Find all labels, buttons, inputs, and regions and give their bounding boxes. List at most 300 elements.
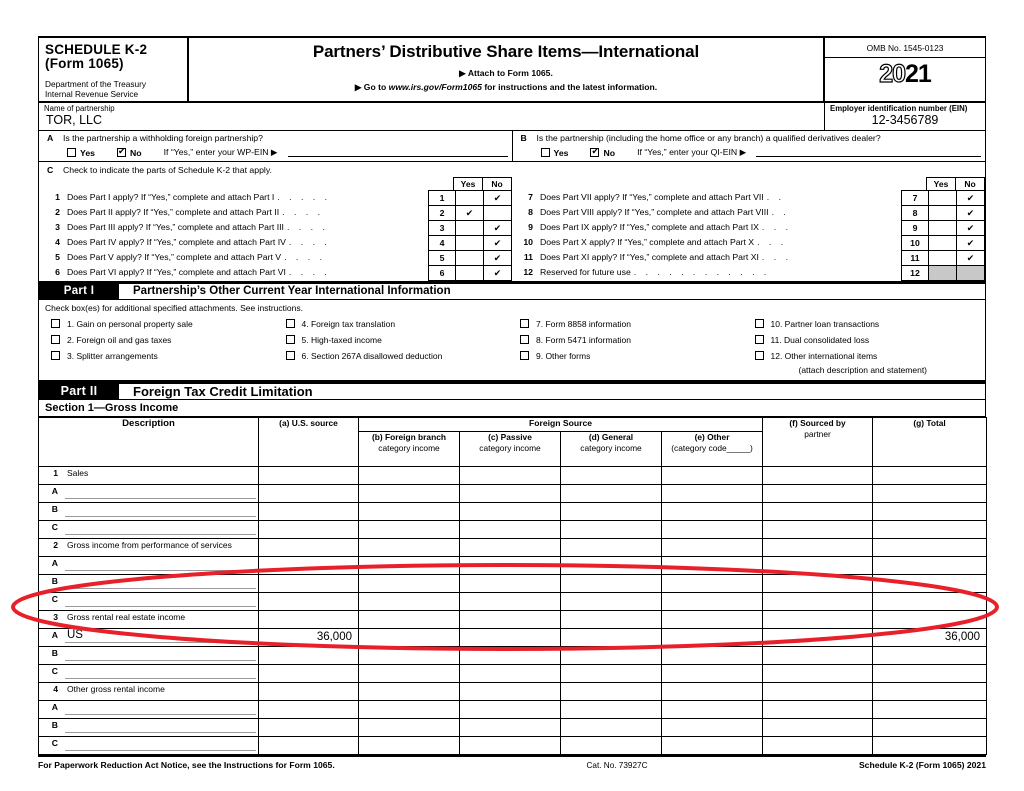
cell-c[interactable] [460,665,561,683]
cell-e[interactable] [662,503,763,521]
cell-description[interactable] [39,737,259,755]
question-c-row-index: 6 [428,265,456,281]
part-1-column-3 [512,316,747,376]
cell-a[interactable] [259,701,359,719]
part-1-checkbox-item[interactable] [278,332,513,348]
part-1-checkbox[interactable] [286,335,295,344]
cell-description[interactable] [39,521,259,539]
cell-d[interactable] [561,611,662,629]
cell-d[interactable] [561,503,662,521]
cell-f[interactable] [763,719,873,737]
cell-g[interactable] [873,611,987,629]
question-c-row [39,250,512,265]
cell-description[interactable] [39,557,259,575]
question-b-text-row [517,133,982,144]
part-1-checkbox-item[interactable] [278,316,513,332]
cell-b[interactable] [359,485,460,503]
check-icon: ✔ [493,238,502,249]
gross-income-table [38,417,987,755]
question-c-row [39,205,512,220]
question-c-row-text: Does Part I apply? If “Yes,” complete and attach Part I . . . . . [67,192,331,203]
cell-c[interactable] [460,521,561,539]
row-description: Gross rental real estate income [67,612,186,623]
cell-e[interactable] [662,467,763,485]
cell-d[interactable] [561,629,662,647]
leader-dots: . . . . . . . . . . . . [633,267,770,278]
cell-description[interactable] [39,593,259,611]
row-description-input[interactable] [65,719,256,733]
part-1-checkbox[interactable] [520,319,529,328]
cell-e[interactable] [662,629,763,647]
cell-d[interactable] [561,665,662,683]
cell-a[interactable] [259,629,359,647]
cell-d[interactable] [561,737,662,755]
cell-g[interactable] [873,737,987,755]
row-description-input[interactable] [65,557,256,571]
cell-d[interactable] [561,683,662,701]
col-header-g-label: (g) Total [913,418,946,429]
row-description-input[interactable] [65,593,256,607]
check-icon: ✔ [966,238,975,249]
question-b-no-checkbox[interactable] [590,148,599,157]
cell-c[interactable] [460,593,561,611]
part-1-checkbox[interactable] [520,335,529,344]
part-1-checkbox-label: 1. Gain on personal property sale [67,319,193,330]
partnership-name-label: Name of partnership [44,104,115,114]
cell-description[interactable] [39,611,259,629]
cell-d[interactable] [561,701,662,719]
row-letter: B [51,648,58,659]
cell-description[interactable] [39,719,259,737]
table-row [39,719,987,737]
cell-g[interactable] [873,557,987,575]
row-description-input[interactable] [65,629,256,643]
col-header-b-sub: category income [378,442,440,453]
question-a-yes-checkbox[interactable] [67,148,76,157]
question-c-row-number: 7 [528,192,533,203]
question-c-yes-cell[interactable] [929,235,957,250]
question-c-yes-cell[interactable] [456,220,484,235]
question-a-letter: A [47,133,54,144]
col-header-g [873,418,987,467]
question-c-no-cell[interactable] [484,235,512,250]
part-1-checkbox-label: 2. Foreign oil and gas taxes [67,335,172,346]
yes-header-left: Yes [453,177,482,190]
cell-a[interactable] [259,467,359,485]
cell-e[interactable] [662,647,763,665]
row-desc-wrap [39,539,258,556]
question-c-yes-cell[interactable] [929,190,957,205]
col-header-e-label: (e) Other [694,432,730,443]
cell-g[interactable] [873,665,987,683]
question-c-row-number: 9 [528,222,533,233]
part-1-checkbox[interactable] [755,319,764,328]
cell-g[interactable] [873,683,987,701]
cell-c[interactable] [460,737,561,755]
cell-a[interactable] [259,557,359,575]
cell-f[interactable] [763,557,873,575]
tax-year-century: 20 [879,60,905,88]
row-desc-wrap [39,593,258,610]
yes-header-right: Yes [926,177,955,190]
part-1-checkbox-item[interactable] [747,332,982,348]
cell-b[interactable] [359,719,460,737]
cell-b[interactable] [359,611,460,629]
part-1-checkbox[interactable] [286,319,295,328]
cell-f[interactable] [763,575,873,593]
row-description-input[interactable] [65,737,256,751]
cell-f[interactable] [763,647,873,665]
cell-g[interactable] [873,719,987,737]
cell-description[interactable] [39,647,259,665]
cell-b[interactable] [359,665,460,683]
gross-income-table-head [39,418,987,467]
table-row [39,647,987,665]
cell-g[interactable] [873,575,987,593]
question-c-row-number: 4 [55,237,60,248]
partnership-name-field[interactable] [39,103,825,130]
cell-description[interactable] [39,503,259,521]
cell-a[interactable] [259,665,359,683]
cell-description[interactable] [39,575,259,593]
leader-dots: . . . [757,237,787,248]
part-1-checkbox-item[interactable] [747,316,982,332]
no-header-right: No [955,177,985,190]
cell-c[interactable] [460,647,561,665]
cell-b[interactable] [359,557,460,575]
part-1-checkbox-label: 3. Splitter arrangements [67,351,158,362]
part-1-checkbox[interactable] [520,351,529,360]
row-letter: A [51,630,58,641]
cell-d[interactable] [561,485,662,503]
cell-f[interactable] [763,611,873,629]
cell-e[interactable] [662,683,763,701]
table-row [39,683,987,701]
question-a-text: Is the partnership a withholding foreign partnership? [63,133,263,144]
cell-g[interactable] [873,701,987,719]
cell-c[interactable] [460,575,561,593]
form-sheet [38,36,986,770]
leader-dots: . . . . [288,237,331,248]
cell-d[interactable] [561,467,662,485]
question-c-no-cell[interactable] [484,205,512,220]
cell-f[interactable] [763,485,873,503]
part-1-checkbox[interactable] [51,351,60,360]
question-c-row [39,235,512,250]
cell-d[interactable] [561,593,662,611]
question-c-row-index: 9 [901,220,929,235]
question-c-row-number: 3 [55,222,60,233]
part-1-checkbox-item[interactable] [43,316,278,332]
question-c-no-cell[interactable] [484,190,512,205]
question-b-text: Is the partnership (including the home office or any branch) a qualified derivatives dealer? [536,133,881,144]
cell-b[interactable] [359,647,460,665]
question-c-no-cell[interactable] [484,265,512,281]
question-c-yes-cell[interactable] [929,220,957,235]
question-c-yes-cell[interactable] [456,190,484,205]
gross-income-table-body [39,467,987,755]
leader-dots: . . . . [282,207,324,218]
part-1-checkbox-item[interactable] [512,316,747,332]
question-c-yes-cell[interactable] [456,250,484,265]
cell-d[interactable] [561,719,662,737]
part-1-checkbox-item[interactable] [43,348,278,364]
part-1-checkbox-item[interactable] [512,348,747,364]
question-c-intro: Check to indicate the parts of Schedule K-2 that apply. [63,165,272,176]
question-c-yes-cell[interactable] [929,265,957,281]
question-c-no-cell[interactable] [957,205,985,220]
question-c-row-index: 7 [901,190,929,205]
cell-b[interactable] [359,575,460,593]
cell-f[interactable] [763,503,873,521]
question-c-row-index: 5 [428,250,456,265]
cell-e[interactable] [662,611,763,629]
row-desc-wrap [39,629,258,646]
cell-f[interactable] [763,737,873,755]
cell-b[interactable] [359,503,460,521]
form-number: (Form 1065) [45,56,124,71]
part-1-column-1 [43,316,278,376]
cell-d[interactable] [561,575,662,593]
footer-paperwork-notice: For Paperwork Reduction Act Notice, see the Instructions for Form 1065. [38,760,335,771]
cell-c[interactable] [460,629,561,647]
cell-a[interactable] [259,593,359,611]
question-c-no-cell[interactable] [957,265,985,281]
cell-description[interactable] [39,485,259,503]
cell-f[interactable] [763,521,873,539]
cell-a[interactable] [259,683,359,701]
row-description-input[interactable] [65,647,256,661]
question-c-no-cell[interactable] [957,190,985,205]
cell-a[interactable] [259,647,359,665]
col-header-b [359,432,460,467]
ein-field[interactable] [825,103,985,130]
leader-dots: . . . [761,222,792,233]
row-letter: C [51,594,58,605]
question-b-yes-checkbox[interactable] [541,148,550,157]
row-letter: C [51,738,58,749]
question-c-right-yn-header [512,177,985,190]
row-desc-wrap [39,467,258,484]
part-2-section-label: Section 1—Gross Income [38,400,986,417]
cell-a[interactable] [259,611,359,629]
cell-d[interactable] [561,647,662,665]
question-c-yes-cell[interactable] [929,205,957,220]
cell-g[interactable] [873,503,987,521]
cell-e[interactable] [662,575,763,593]
cell-f[interactable] [763,467,873,485]
form-footer [38,755,986,770]
cell-g[interactable] [873,521,987,539]
cell-c[interactable] [460,719,561,737]
cell-a[interactable] [259,737,359,755]
col-header-c-label: (c) Passive [488,432,532,443]
form-header [38,36,986,101]
cell-g[interactable] [873,629,987,647]
part-1-checkbox-item[interactable] [512,332,747,348]
cell-c[interactable] [460,467,561,485]
cell-e[interactable] [662,719,763,737]
cell-e[interactable] [662,485,763,503]
row-letter: C [51,522,58,533]
question-a-no-checkbox[interactable] [117,148,126,157]
part-1-checkbox-item[interactable] [747,348,982,364]
cell-e[interactable] [662,539,763,557]
question-c-yes-cell[interactable] [929,250,957,265]
part-1-checkbox-grid [43,316,981,376]
question-c-yes-cell[interactable] [456,235,484,250]
row-letter: B [51,576,58,587]
question-c-no-cell[interactable] [484,220,512,235]
cell-description[interactable] [39,665,259,683]
cell-b[interactable] [359,467,460,485]
header-right-block [825,38,985,101]
table-row [39,485,987,503]
cell-d[interactable] [561,521,662,539]
part-1-checkbox-item[interactable] [278,348,513,364]
question-b [513,131,986,161]
part-1-checkbox-label: 11. Dual consolidated loss [770,335,870,346]
question-c-row [512,205,985,220]
question-c-row-number: 1 [55,192,60,203]
cell-e[interactable] [662,665,763,683]
question-c-row-text: Does Part V apply? If “Yes,” complete and attach Part V . . . . [67,252,326,263]
row-description-input[interactable] [65,485,256,499]
question-a-wpein-input[interactable] [288,148,508,157]
part-1-column-4 [747,316,982,376]
cell-description[interactable] [39,539,259,557]
part-1-checkbox[interactable] [286,351,295,360]
question-c-row-text: Does Part X apply? If “Yes,” complete and attach Part X . . . [540,237,787,248]
cell-g[interactable] [873,539,987,557]
part-1-checkbox[interactable] [51,335,60,344]
question-c-row [512,265,985,281]
cell-b[interactable] [359,539,460,557]
cell-c[interactable] [460,683,561,701]
irs-url[interactable]: www.irs.gov/Form1065 [388,82,482,92]
cell-f[interactable] [763,701,873,719]
table-row [39,557,987,575]
ein-label: Employer identification number (EIN) [830,104,968,114]
row-description-input[interactable] [65,521,256,535]
question-c-no-cell[interactable] [957,250,985,265]
cell-description[interactable] [39,701,259,719]
question-c-no-cell[interactable] [957,235,985,250]
cell-description[interactable] [39,467,259,485]
cell-f[interactable] [763,665,873,683]
schedule-name: SCHEDULE K-2 [45,42,148,57]
ein-value: 12-3456789 [871,113,939,128]
row-description-input[interactable] [65,665,256,679]
cell-b[interactable] [359,593,460,611]
cell-e[interactable] [662,701,763,719]
cell-e[interactable] [662,737,763,755]
cell-c[interactable] [460,539,561,557]
cell-b[interactable] [359,737,460,755]
part-2-tag: Part II [39,384,119,399]
question-c-yes-cell[interactable] [456,265,484,281]
question-c-row-text: Does Part II apply? If “Yes,” complete and attach Part II . . . . [67,207,324,218]
cell-f[interactable] [763,539,873,557]
question-c-row [39,265,512,281]
cell-b[interactable] [359,701,460,719]
cell-g[interactable] [873,467,987,485]
row-description-input[interactable] [65,575,256,589]
cell-c[interactable] [460,503,561,521]
question-c-row-index: 11 [901,250,929,265]
part-1-checkbox[interactable] [51,319,60,328]
cell-description[interactable] [39,629,259,647]
cell-g[interactable] [873,647,987,665]
cell-e[interactable] [662,557,763,575]
cell-a[interactable] [259,503,359,521]
cell-g[interactable] [873,593,987,611]
omb-number: OMB No. 1545-0123 [825,38,985,58]
question-c-row-text: Does Part XI apply? If “Yes,” complete and attach Part XI . . . [540,252,792,263]
cell-e[interactable] [662,521,763,539]
cell-c[interactable] [460,557,561,575]
header-left-block [39,38,189,101]
cell-c[interactable] [460,701,561,719]
cell-a[interactable] [259,521,359,539]
part-1-checkbox[interactable] [755,351,764,360]
footer-catalog-number: Cat. No. 73927C [586,761,648,771]
part-1-column-2 [278,316,513,376]
col-header-a-label: (a) U.S. source [279,418,338,429]
question-c-row-number: 11 [523,252,533,263]
cell-g[interactable] [873,485,987,503]
cell-b[interactable] [359,521,460,539]
question-c-row-number: 6 [55,267,60,278]
question-c-yes-cell[interactable] [456,205,484,220]
question-c-left-rows [39,190,512,281]
cell-f[interactable] [763,593,873,611]
question-b-qiein-input[interactable] [756,148,981,157]
question-c-row-number: 12 [523,267,533,278]
row-desc-wrap [39,575,258,592]
goto-prefix: ▶ Go to [354,82,389,92]
question-c-left-column [39,162,512,281]
part-1-checkbox-label: 8. Form 5471 information [536,335,631,346]
question-c-row-text: Does Part IV apply? If “Yes,” complete and attach Part IV . . . . [67,237,331,248]
cell-a[interactable] [259,719,359,737]
question-c-row-index: 10 [901,235,929,250]
row-description-input[interactable] [65,701,256,715]
cell-f[interactable] [763,629,873,647]
cell-b[interactable] [359,629,460,647]
question-b-options [517,147,982,158]
cell-description[interactable] [39,683,259,701]
part-1-checkbox-item[interactable] [43,332,278,348]
cell-d[interactable] [561,557,662,575]
row-desc-wrap [39,665,258,682]
question-c-no-cell[interactable] [957,220,985,235]
cell-f[interactable] [763,683,873,701]
cell-a[interactable] [259,539,359,557]
cell-c[interactable] [460,485,561,503]
cell-c[interactable] [460,611,561,629]
row-description-input[interactable] [65,503,256,517]
cell-a[interactable] [259,485,359,503]
cell-b[interactable] [359,683,460,701]
goto-instruction [189,82,823,93]
cell-d[interactable] [561,539,662,557]
cell-e[interactable] [662,593,763,611]
question-c-no-cell[interactable] [484,250,512,265]
cell-a[interactable] [259,575,359,593]
part-1-checkbox[interactable] [755,335,764,344]
check-icon: ✔ [966,223,975,234]
